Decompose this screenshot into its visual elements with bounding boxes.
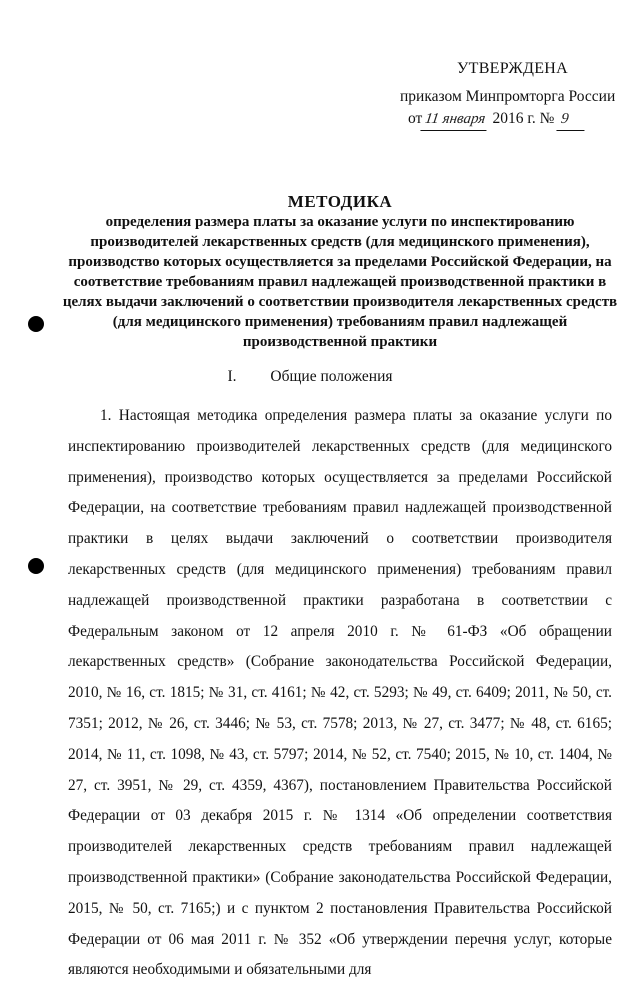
document-body — [68, 401, 612, 986]
paragraph-1: 1. Настоящая методика определения размера платы за оказание услуги по инспектированию производителей лекарственных средств (для медицинского применения), производство которых осуществляется за пределами Российской Федерации, на соответствие требованиям правил надлежащей производственной практики в целях выдачи заключений о соответствии производителя лекарственных средств (для медицинского применения) требованиям правил надлежащей производственной практики разработана в соответствии с Федеральным законом от 12 апреля 2010 г. № 61-ФЗ «Об обращении лекарственных средств» (Собрание законодательства Российской Федерации, 2010, № 16, ст. 1815; № 31, ст. 4161; № 42, ст. 5293; № 49, ст. 6409; 2011, № 50, ст. 7351; 2012, № 26, ст. 3446; № 53, ст. 7578; 2013, № 27, ст. 3477; № 48, ст. 6165; 2014, № 11, ст. 1098, № 43, ст. 5797; 2014, № 52, ст. 7540; 2015, № 10, ст. 1404, № 27, ст. 3951, № 29, ст. 4359, 4367), постановлением Правительства Российской Федерации от 03 декабря 2015 г. № 1314 «Об определении соответствия производителей лекарственных средств требованиям правил надлежащей производственной практики» (Собрание законодательства Российской Федерации, 2015, № 50, ст. 7165;) и с пунктом 2 постановления Правительства Российской Федерации от 06 мая 2011 г. № 352 «Об утверждении перечня услуг, которые являются необходимыми и обязательными для — [68, 407, 612, 979]
approved-heading: УТВЕРЖДЕНА — [457, 60, 569, 77]
section-title: Общие положения — [270, 368, 393, 385]
approval-stamp — [395, 58, 625, 131]
punch-hole-bottom — [28, 558, 44, 574]
document-title: МЕТОДИКА — [287, 192, 393, 211]
document-title-block — [60, 192, 620, 352]
order-date-line — [408, 108, 625, 131]
handwritten-date: 11 января — [421, 108, 490, 131]
handwritten-order-number: 9 — [557, 108, 588, 131]
punch-hole-top — [28, 316, 44, 332]
date-prefix: от — [408, 110, 423, 127]
document-subtitle: определения размера платы за оказание услуги по инспектированию производителей лекарственных средств (для медицинского применения), производство которых осуществляется за пределами Российской Федерации, на соответствие требованиям правил надлежащей производственной практики в целях выдачи заключений о соответствии производителя лекарственных средств (для медицинского применения) требованиям правил надлежащей производственной практики — [62, 214, 618, 350]
section-heading — [0, 368, 640, 386]
order-year-number: 2016 г. № — [492, 110, 555, 127]
section-number: I. — [227, 368, 237, 385]
order-issuer: приказом Минпромторга России — [400, 88, 616, 105]
